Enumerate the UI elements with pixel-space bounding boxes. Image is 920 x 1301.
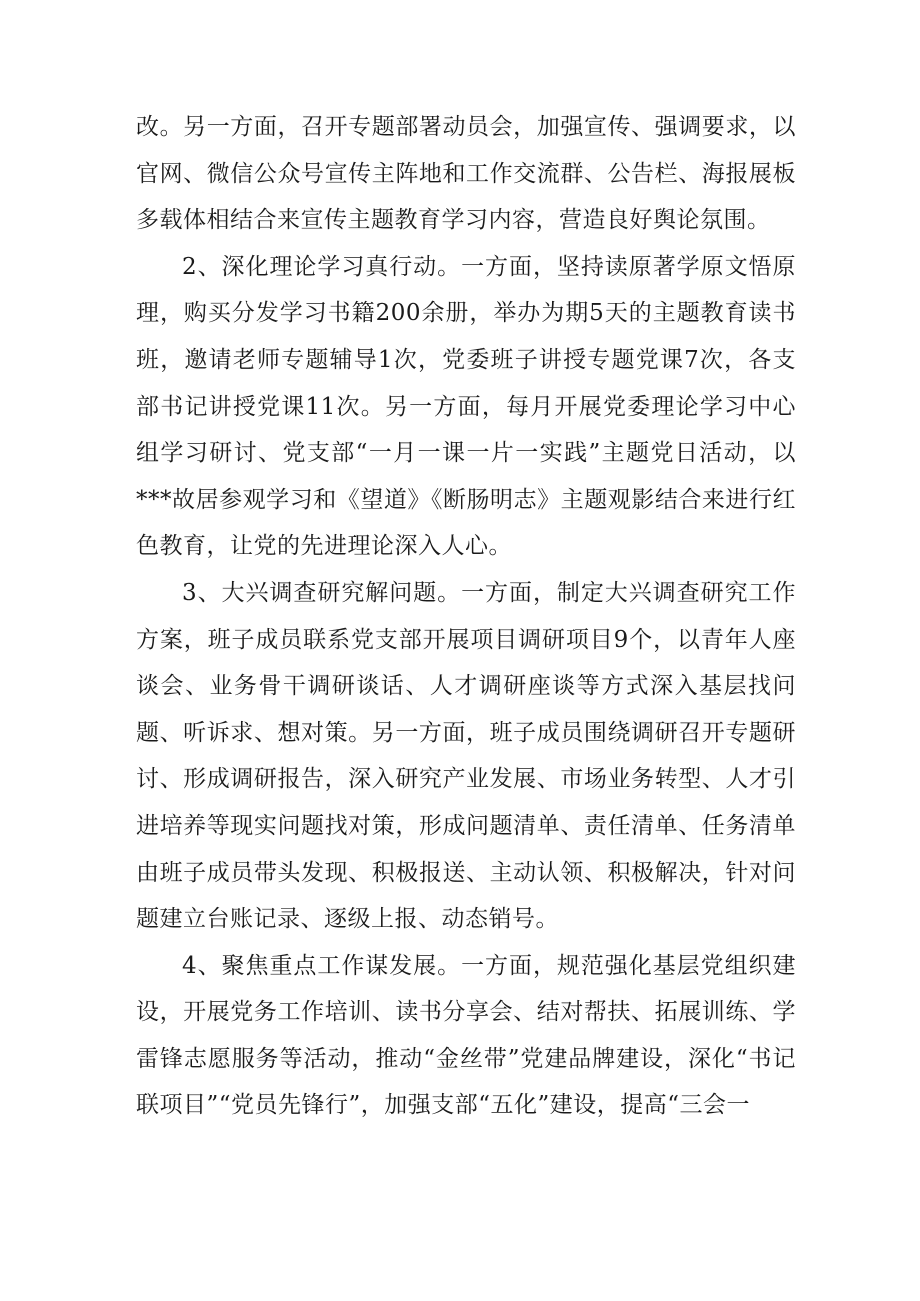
paragraph-item-4: 4、聚焦重点工作谋发展。一方面，规范强化基层党组织建设，开展党务工作培训、读书分享会、结对帮扶、拓展训练、学雷锋志愿服务等活动，推动“金丝带”党建品牌建设，深化“书记联项目”“党员先锋行”，加强支部“五化”建设，提高“三会一 [136, 952, 796, 1119]
paragraph-item-3: 3、大兴调查研究解问题。一方面，制定大兴调查研究工作方案，班子成员联系党支部开展项目调研项目9个，以青年人座谈会、业务骨干调研谈话、人才调研座谈等方式深入基层找问题、听诉求、想对策。另一方面，班子成员围绕调研召开专题研讨、形成调研报告，深入研究产业发展、市场业务转型、人才引进培养等现实问题找对策，形成问题清单、责任清单、任务清单由班子成员带头发现、积极报送、主动认领、积极解决，针对问题建立台账记录、逐级上报、动态销号。 [136, 579, 796, 933]
paragraph-item-2: 2、深化理论学习真行动。一方面，坚持读原著学原文悟原理，购买分发学习书籍200余册，举办为期5天的主题教育读书班，邀请老师专题辅导1次，党委班子讲授专题党课7次，各支部书记讲授党课11次。另一方面，每月开展党委理论学习中心组学习研讨、党支部“一月一课一片一实践”主题党日活动，以***故居参观学习和《望道》《断肠明志》主题观影结合来进行红色教育，让党的先进理论深入人心。 [136, 253, 796, 560]
paragraph-continuation: 改。另一方面，召开专题部署动员会，加强宣传、强调要求，以官网、微信公众号宣传主阵地和工作交流群、公告栏、海报展板多载体相结合来宣传主题教育学习内容，营造良好舆论氛围。 [136, 114, 796, 234]
document-body [136, 104, 796, 1129]
